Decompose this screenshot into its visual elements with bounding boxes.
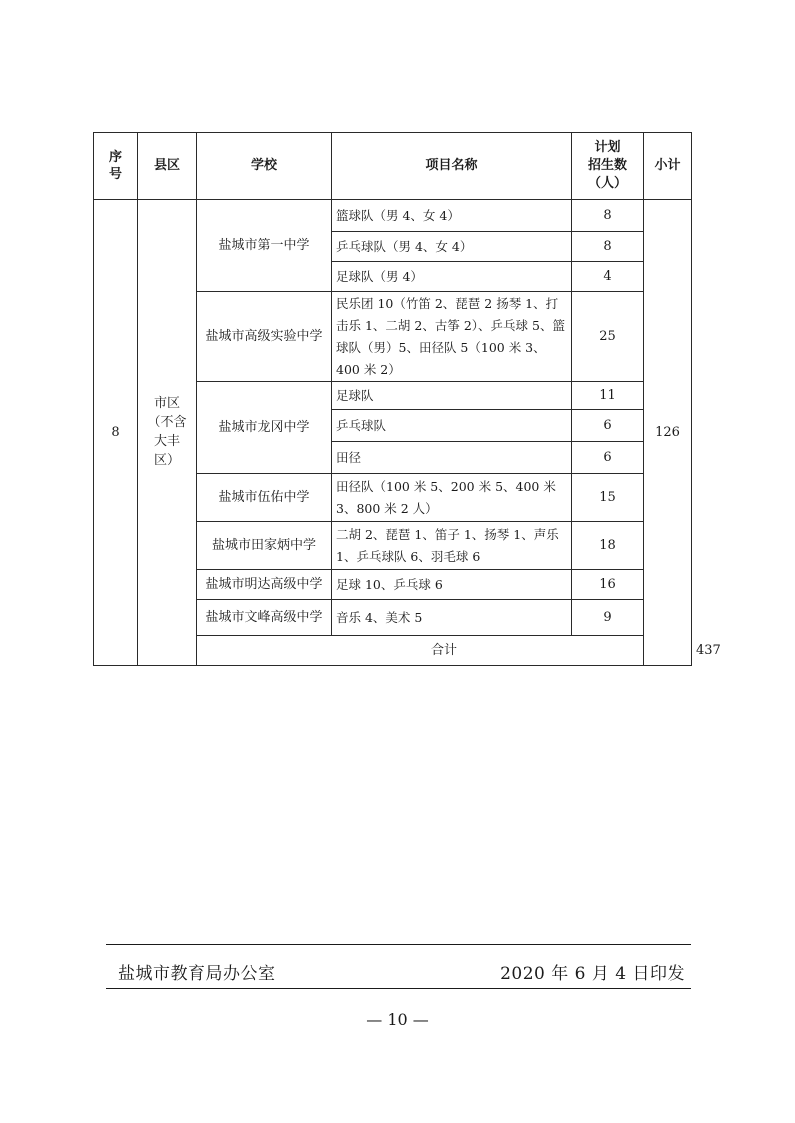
count-cell: 16	[572, 570, 644, 600]
school-cell: 盐城市龙冈中学	[197, 382, 332, 474]
subtotal-cell: 126	[644, 200, 692, 666]
project-cell: 乒乓球队	[332, 410, 572, 442]
total-label: 合计	[197, 636, 692, 666]
table-row	[94, 200, 692, 232]
issue-date: 2020 年 6 月 4 日印发	[500, 964, 685, 984]
count-cell: 8	[572, 200, 644, 232]
project-cell: 二胡 2、琵琶 1、笛子 1、扬琴 1、声乐 1、乒乓球队 6、羽毛球 6	[332, 522, 572, 570]
footer-top-rule	[106, 944, 691, 945]
total-row: 合计 437	[94, 636, 692, 666]
page-number: — 10 —	[366, 1010, 429, 1029]
school-cell: 盐城市高级实验中学	[197, 292, 332, 382]
school-cell: 盐城市第一中学	[197, 200, 332, 292]
school-cell: 盐城市文峰高级中学	[197, 600, 332, 636]
project-cell: 田径	[332, 442, 572, 474]
count-cell: 18	[572, 522, 644, 570]
project-cell: 篮球队（男 4、女 4）	[332, 200, 572, 232]
header-seq: 序号	[94, 133, 138, 200]
enrollment-plan-table	[93, 132, 721, 666]
count-cell: 8	[572, 232, 644, 262]
header-school: 学校	[197, 133, 332, 200]
count-cell: 6	[572, 410, 644, 442]
project-cell: 足球 10、乒乓球 6	[332, 570, 572, 600]
header-plan-count: 计划 招生数 （人）	[572, 133, 644, 200]
header-project: 项目名称	[332, 133, 572, 200]
school-cell: 盐城市田家炳中学	[197, 522, 332, 570]
project-cell: 民乐团 10（竹笛 2、琵琶 2 扬琴 1、打击乐 1、二胡 2、古筝 2）、乒乓球 5、篮球队（男）5、田径队 5（100 米 3、400 米 2）	[332, 292, 572, 382]
project-cell: 足球队（男 4）	[332, 262, 572, 292]
school-cell: 盐城市伍佑中学	[197, 474, 332, 522]
count-cell: 9	[572, 600, 644, 636]
district-cell: 市区（不含大丰区）	[138, 200, 197, 666]
table-header-row	[94, 133, 692, 200]
count-cell: 25	[572, 292, 644, 382]
count-cell: 6	[572, 442, 644, 474]
count-cell: 11	[572, 382, 644, 410]
count-cell: 4	[572, 262, 644, 292]
project-cell: 音乐 4、美术 5	[332, 600, 572, 636]
footer-bottom-rule	[106, 988, 691, 989]
project-cell: 田径队（100 米 5、200 米 5、400 米 3、800 米 2 人）	[332, 474, 572, 522]
header-subtotal: 小计	[644, 133, 692, 200]
school-cell: 盐城市明达高级中学	[197, 570, 332, 600]
issuing-office: 盐城市教育局办公室	[118, 964, 276, 984]
count-cell: 15	[572, 474, 644, 522]
seq-cell: 8	[94, 200, 138, 666]
header-district: 县区	[138, 133, 197, 200]
project-cell: 乒乓球队（男 4、女 4）	[332, 232, 572, 262]
project-cell: 足球队	[332, 382, 572, 410]
